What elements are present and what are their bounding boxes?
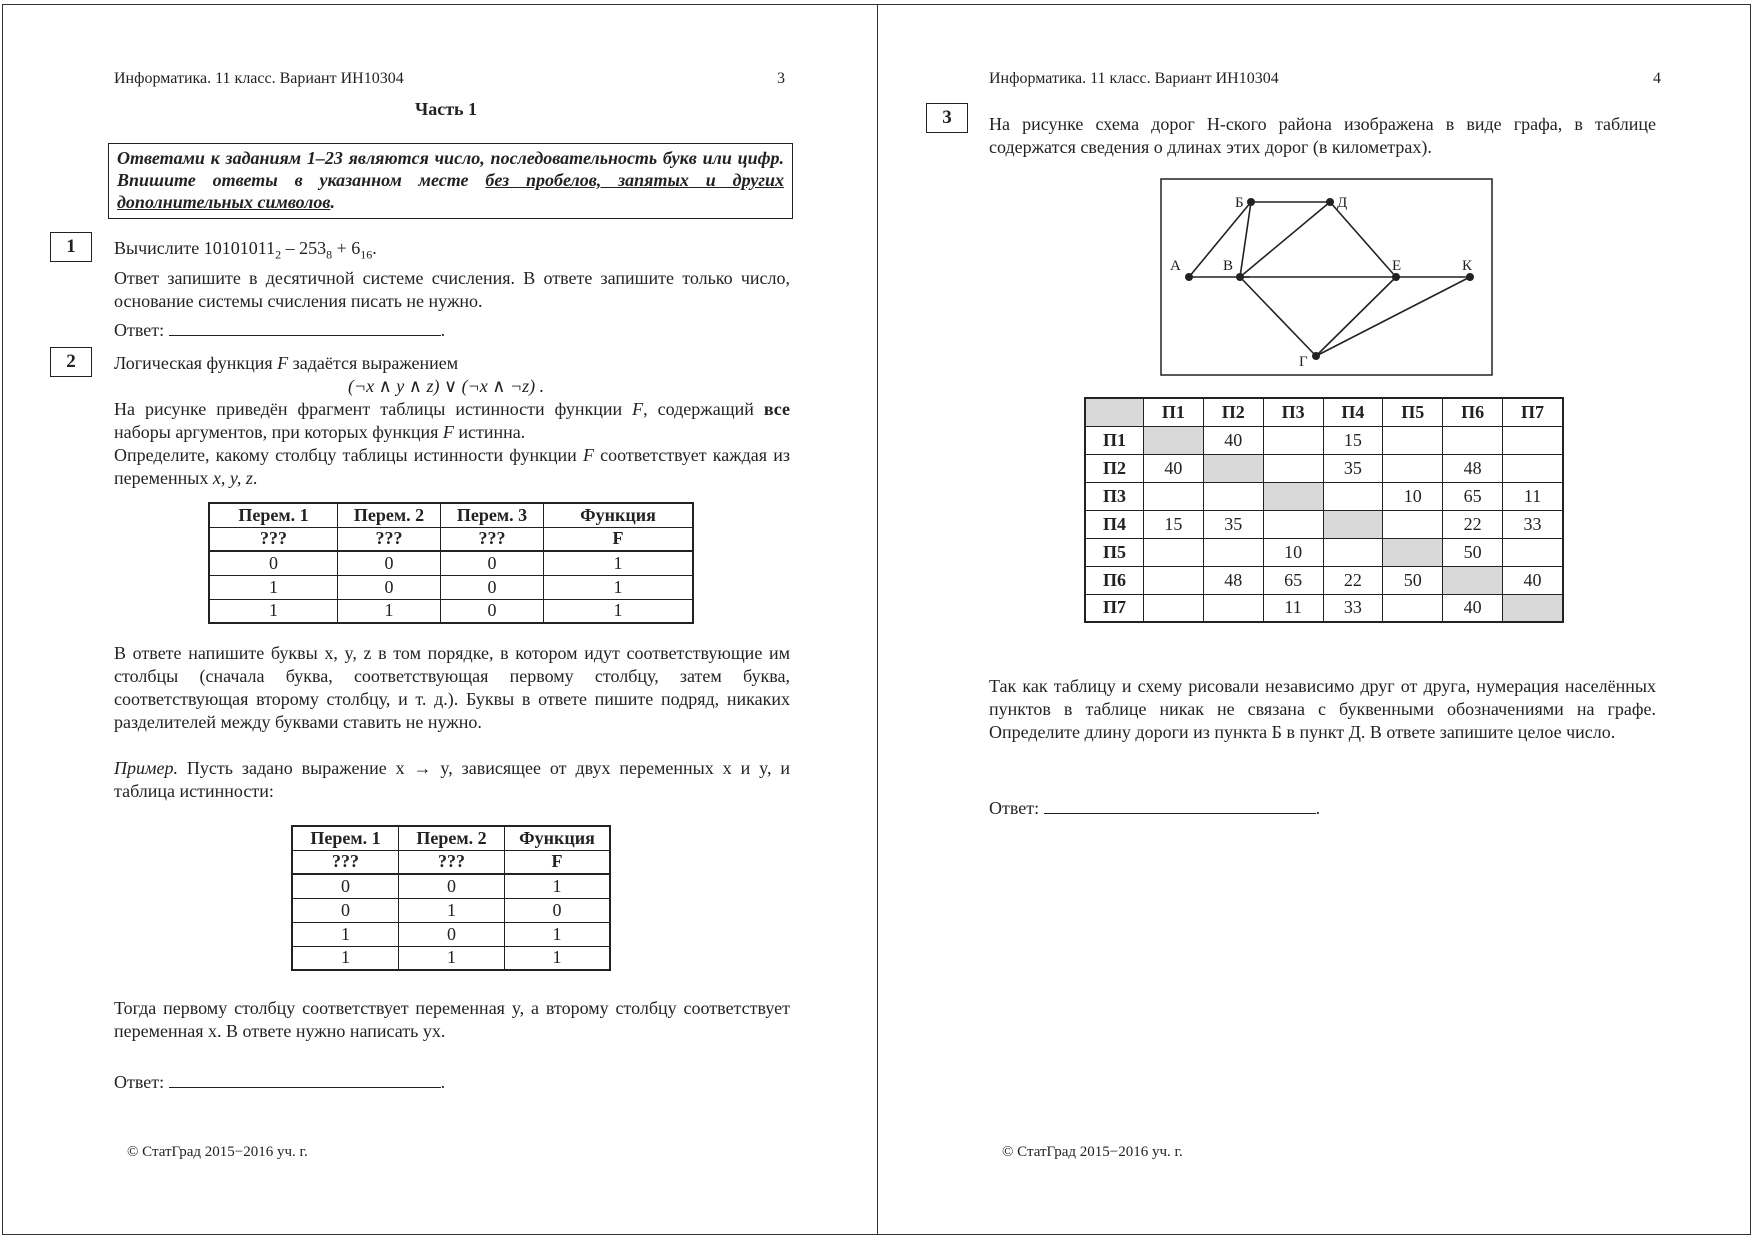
table-cell: 1 [505,922,611,946]
table-row [1085,538,1563,566]
diagonal-cell [1203,454,1263,482]
row-header: П2 [1085,454,1143,482]
table-cell: 1 [338,599,441,623]
row-header: П5 [1085,538,1143,566]
table-cell: 35 [1203,510,1263,538]
q3-question: Так как таблицу и схему рисовали независимо друг от друга, нумерация населённых пунктов в таблице никак не связана с буквенными обозначениями на графе. Определите длину дороги из пункта Б в пункт Д. В ответе запишите целое число. [989,676,1656,742]
table-row [1085,454,1563,482]
table-cell [1503,426,1563,454]
answer-line[interactable] [169,317,441,336]
table-cell [1263,426,1323,454]
q2-paragraph-1 [114,398,790,490]
instruction-box [108,143,793,219]
table-header: Перем. 2 [338,503,441,527]
q1-end: . [372,238,377,258]
table-cell: 0 [292,898,399,922]
example-label: Пример. [114,758,178,778]
table-row [1085,482,1563,510]
row-header: П6 [1085,566,1143,594]
table-cell [1383,454,1443,482]
instruction-underlined: без пробелов, запятых и других дополнительных символов [117,170,784,212]
node-g [1312,352,1320,360]
page-right [877,4,1751,1235]
table-row [292,898,610,922]
table-cell: 48 [1443,454,1503,482]
table-cell: 10 [1263,538,1323,566]
diagonal-cell [1263,482,1323,510]
distance-table [1084,397,1564,623]
q1-answer: Ответ: . [114,317,445,342]
table-cell [1263,510,1323,538]
table-subheader: ??? [441,527,544,551]
table-cell: 0 [338,551,441,575]
table-cell [1383,426,1443,454]
q2-p2-end: . [252,468,258,488]
table-cell: 40 [1143,454,1203,482]
q2-formula: (¬x ∧ y ∧ z) ∨ (¬x ∧ ¬z) . [348,376,545,396]
node-v [1236,273,1244,281]
table-cell: 15 [1323,426,1383,454]
node-label-d: Д [1337,195,1348,211]
table-row [292,922,610,946]
table-cell: 15 [1143,510,1203,538]
table-row [209,551,693,575]
question-number-2: 2 [50,347,92,377]
table-row [292,946,610,970]
question-number-1: 1 [50,232,92,262]
table-cell: 1 [544,551,694,575]
table-cell: 1 [292,922,399,946]
edge-d-e [1330,202,1396,277]
diagonal-cell [1143,426,1203,454]
q2-p2-var: F [582,445,594,465]
answer-line[interactable] [169,1069,441,1088]
table-row [1085,594,1563,622]
q2-p2-mid: соответствует каждая из переменных [114,445,790,488]
table-header: Перем. 1 [209,503,338,527]
table-cell [1143,538,1203,566]
table-cell: 40 [1503,566,1563,594]
table-row [209,575,693,599]
q1-mid2: + 6 [332,238,361,258]
table-cell [1263,454,1323,482]
node-label-k: К [1462,258,1473,274]
table-header: П6 [1443,398,1503,426]
q1-expression [114,237,790,267]
table-cell: 1 [544,575,694,599]
page-left [2,4,878,1235]
table-cell: 0 [441,551,544,575]
q3-intro: На рисунке схема дорог Н-ского района изображена в виде графа, в таблице содержатся сведения о длинах этих дорог (в километрах). [989,114,1656,157]
example-text: Пусть задано выражение x → y, зависящее от двух переменных x и y, и таблица истинности: [114,758,790,801]
table-cell: 65 [1443,482,1503,510]
q2-example [114,757,790,803]
table-subheader: ??? [292,850,399,874]
page-number: 4 [1653,70,1661,87]
table-row [292,874,610,898]
table-header: П7 [1503,398,1563,426]
truth-table-2 [291,825,611,971]
page-footer: © СтатГрад 2015−2016 уч. г. [127,1144,308,1160]
table-cell [1503,538,1563,566]
table-cell: 0 [338,575,441,599]
table-row [1085,510,1563,538]
q1-sub3: 16 [360,247,373,262]
node-d [1326,198,1334,206]
answer-line[interactable] [1044,795,1316,814]
table-subheader: F [544,527,694,551]
table-header: П5 [1383,398,1443,426]
q2-intro [114,352,790,375]
table-cell: 48 [1203,566,1263,594]
table-cell [1203,594,1263,622]
table-row [1085,566,1563,594]
table-cell: 0 [441,599,544,623]
instruction-text: Ответами к заданиям 1–23 являются число, последовательность букв или цифр. Впишите ответы в указанном месте [117,148,784,190]
table-header: Перем. 3 [441,503,544,527]
node-label-a: А [1170,258,1181,274]
table-cell: 0 [441,575,544,599]
q1-pre: Вычислите 10101011 [114,238,276,258]
page-footer: © СтатГрад 2015−2016 уч. г. [1002,1144,1183,1160]
part-title: Часть 1 [415,99,478,119]
row-header: П7 [1085,594,1143,622]
table-cell: 0 [292,874,399,898]
page-header: Информатика. 11 класс. Вариант ИН10304 [114,70,404,87]
truth-table-1 [208,502,694,624]
table-cell: 35 [1323,454,1383,482]
table-cell [1503,454,1563,482]
table-header: Перем. 2 [399,826,505,850]
table-cell [1143,566,1203,594]
edge-e-g [1316,277,1396,356]
question-number-3: 3 [926,103,968,133]
instruction-end: . [330,192,335,212]
table-cell: 11 [1263,594,1323,622]
table-header: Перем. 1 [292,826,399,850]
table-cell: 33 [1503,510,1563,538]
table-header: П4 [1323,398,1383,426]
table-cell [1203,482,1263,510]
table-cell: 22 [1443,510,1503,538]
node-b [1247,198,1255,206]
edge-v-g [1240,277,1316,356]
table-cell: 10 [1383,482,1443,510]
table-header: П1 [1143,398,1203,426]
table-cell: 33 [1323,594,1383,622]
table-cell: 40 [1203,426,1263,454]
table-corner [1085,398,1143,426]
table-header: П2 [1203,398,1263,426]
table-cell [1443,426,1503,454]
q2-paragraph-3: В ответе напишите буквы x, y, z в том порядке, в котором идут соответствующие им столбцы (сначала буква, соответствующая первому столбцу, затем буква, соответствующая второму столбцу, и т. д.). Буквы в ответе пишите подряд, никаких разделителей между буквами ставить не нужно. [114,643,790,732]
q2-intro-post: задаётся выражением [288,353,459,373]
q2-p2-pre: Определите, какому столбцу таблицы истинности функции [114,445,583,465]
q1-instructions: Ответ запишите в десятичной системе счисления. В ответе запишите только число, основание системы счисления писать не нужно. [114,267,790,311]
table-cell: 1 [505,946,611,970]
node-e [1392,273,1400,281]
diagonal-cell [1443,566,1503,594]
table-cell [1203,538,1263,566]
table-cell [1143,482,1203,510]
table-cell: 50 [1443,538,1503,566]
node-label-g: Г [1299,354,1308,370]
row-header: П1 [1085,426,1143,454]
table-cell [1323,538,1383,566]
edge-k-g [1316,277,1470,356]
page-number: 3 [777,70,785,87]
q2-p1-pre: На рисунке приведён фрагмент таблицы истинности функции [114,399,633,419]
answer-label: Ответ: [114,320,165,340]
q2-p1-var2: F [442,422,454,442]
q2-p1-end: истинна. [453,422,526,442]
table-cell: 1 [209,599,338,623]
table-subheader: F [505,850,611,874]
table-cell: 1 [544,599,694,623]
answer-label: Ответ: [989,798,1040,818]
q2-answer: Ответ: . [114,1069,445,1094]
q3-answer: Ответ: . [989,795,1320,820]
q2-intro-var: F [277,353,289,373]
table-cell: 0 [399,922,505,946]
table-cell: 50 [1383,566,1443,594]
node-a [1185,273,1193,281]
table-header: П3 [1263,398,1323,426]
node-label-e: Е [1392,258,1402,274]
page-header: Информатика. 11 класс. Вариант ИН10304 [989,70,1279,87]
table-subheader: ??? [399,850,505,874]
q2-intro-pre: Логическая функция [114,353,278,373]
table-cell: 1 [505,874,611,898]
q2-p2-vars: x, y, z [212,468,253,488]
q1-sub1: 2 [275,247,282,262]
table-cell [1323,482,1383,510]
table-cell: 22 [1323,566,1383,594]
table-cell [1143,594,1203,622]
table-cell: 1 [399,898,505,922]
table-subheader: ??? [338,527,441,551]
table-cell: 1 [399,946,505,970]
table-row [209,599,693,623]
table-cell: 1 [209,575,338,599]
node-k [1466,273,1474,281]
table-header: Функция [505,826,611,850]
node-label-b: Б [1235,195,1244,211]
table-cell [1383,510,1443,538]
q1-sub2: 8 [326,247,333,262]
table-cell: 0 [209,551,338,575]
q2-conclusion: Тогда первому столбцу соответствует переменная y, а второму столбцу соответствует переменная x. В ответе нужно написать yx. [114,998,790,1041]
road-graph [1160,178,1493,376]
q1-text [114,237,790,313]
edge-v-d [1240,202,1330,277]
table-header: Функция [544,503,694,527]
table-cell: 1 [292,946,399,970]
table-cell: 65 [1263,566,1323,594]
table-cell: 0 [505,898,611,922]
q2-p1-var: F [632,399,644,419]
table-cell: 0 [399,874,505,898]
diagonal-cell [1323,510,1383,538]
table-cell: 11 [1503,482,1563,510]
table-subheader: ??? [209,527,338,551]
row-header: П3 [1085,482,1143,510]
diagonal-cell [1383,538,1443,566]
table-cell [1383,594,1443,622]
q1-mid1: – 253 [281,238,327,258]
answer-label: Ответ: [114,1072,165,1092]
node-label-v: В [1223,258,1234,274]
diagonal-cell [1503,594,1563,622]
row-header: П4 [1085,510,1143,538]
table-row [1085,426,1563,454]
q2-p1-bold: все [763,399,790,419]
q2-p1-mid2: наборы аргументов, при которых функция [114,422,443,442]
table-cell: 40 [1443,594,1503,622]
q2-p1-mid: , содержащий [643,399,764,419]
